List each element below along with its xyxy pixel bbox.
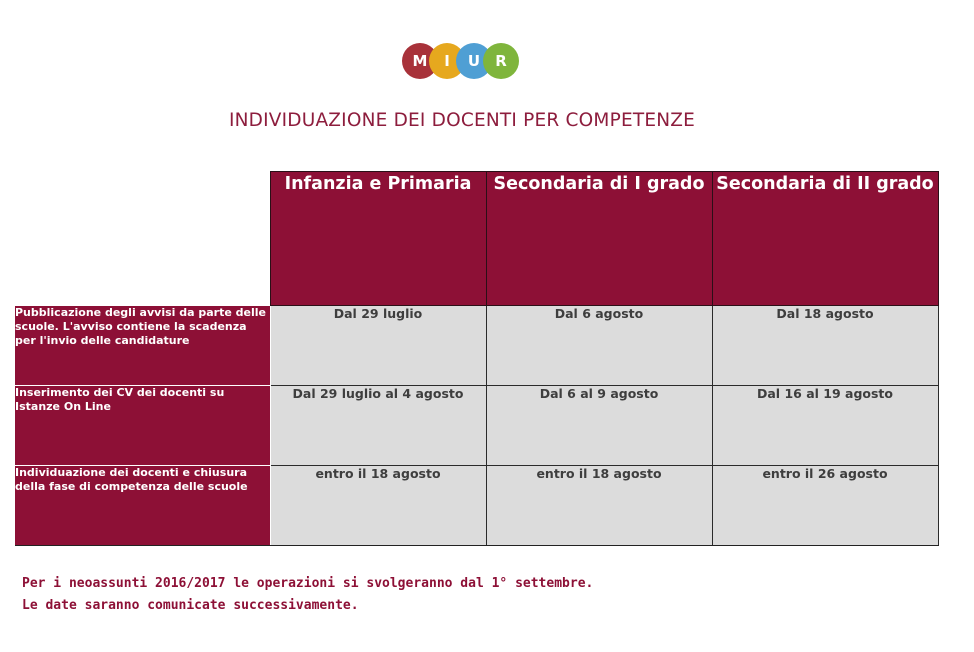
page-title: INDIVIDUAZIONE DEI DOCENTI PER COMPETENZE [228,110,696,131]
table-corner [15,172,270,306]
row-header-pubblicazione-avvisi: Pubblicazione degli avvisi da parte delle scuole. L'avviso contiene la scadenza per l'invio delle candidature [15,306,270,386]
logo-letter-r: R [483,43,519,79]
table-row [15,386,938,466]
logo-letter-u: U [456,43,492,79]
logo-letter-m: M [402,43,438,79]
table-cell: entro il 18 agosto [270,466,486,546]
table-cell: Dal 18 agosto [712,306,938,386]
table-cell: Dal 29 luglio al 4 agosto [270,386,486,466]
column-header-secondaria-i-grado: Secondaria di I grado [486,172,712,306]
table-row [15,466,938,546]
footnote-line-2: Le date saranno comunicate successivamente. [22,598,359,613]
table-cell: Dal 29 luglio [270,306,486,386]
column-header-infanzia-primaria: Infanzia e Primaria [270,172,486,306]
table-row [15,306,938,386]
table-header-row [15,172,938,306]
table-cell: entro il 18 agosto [486,466,712,546]
footnote-line-1: Per i neoassunti 2016/2017 le operazioni si svolgeranno dal 1° settembre. [22,576,594,591]
logo-letter-i: I [429,43,465,79]
footnote [22,573,593,617]
table-cell: entro il 26 agosto [712,466,938,546]
table-cell: Dal 16 al 19 agosto [712,386,938,466]
row-header-inserimento-cv: Inserimento dei CV dei docenti su Istanze On Line [15,386,270,466]
table-cell: Dal 6 al 9 agosto [486,386,712,466]
miur-logo [402,43,520,79]
schedule-table [15,171,939,546]
table-cell: Dal 6 agosto [486,306,712,386]
row-header-individuazione-docenti: Individuazione dei docenti e chiusura della fase di competenza delle scuole [15,466,270,546]
column-header-secondaria-ii-grado: Secondaria di II grado [712,172,938,306]
